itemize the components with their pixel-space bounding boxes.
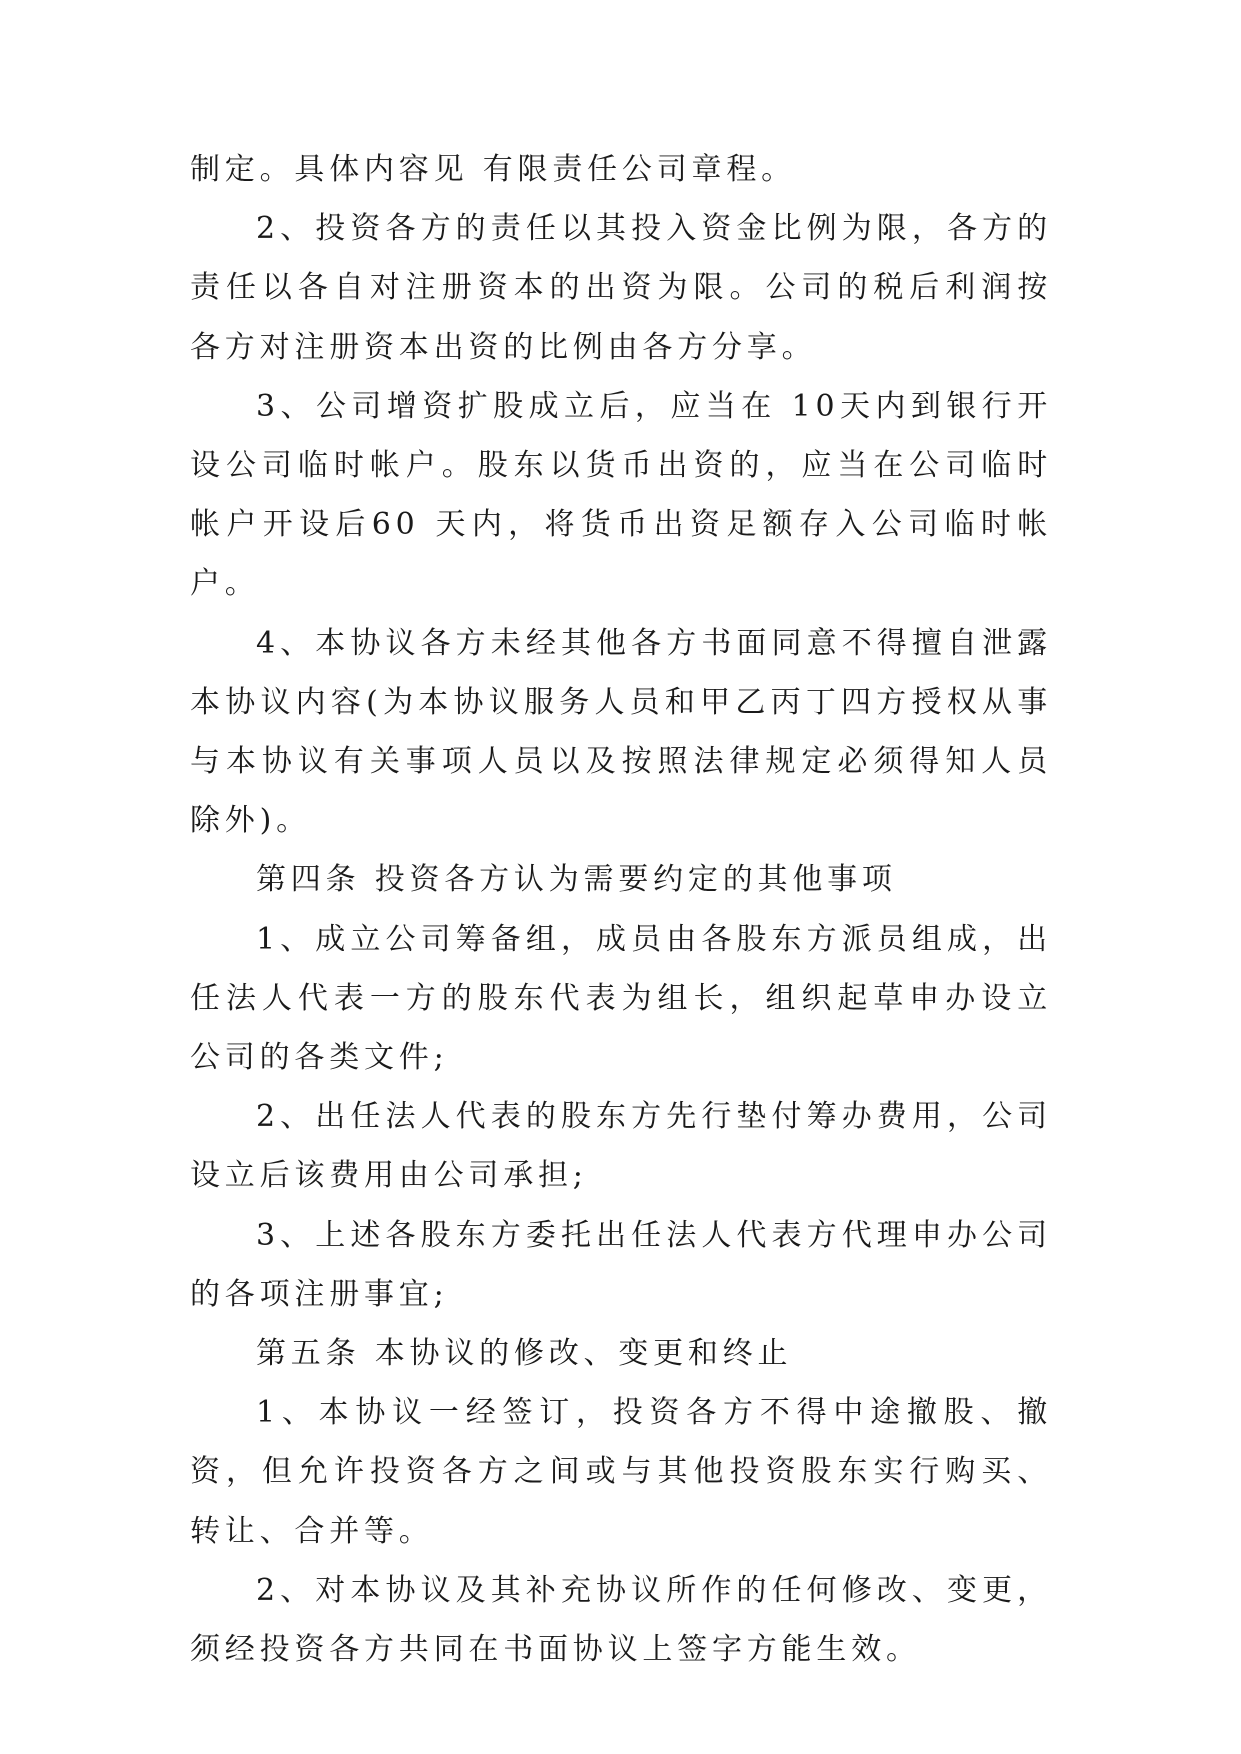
paragraph-clause-4-2: 2、出任法人代表的股东方先行垫付筹办费用，公司设立后该费用由公司承担;	[190, 1099, 1052, 1194]
paragraph-clause-3-4: 4、本协议各方未经其他各方书面同意不得擅自泄露本协议内容(为本协议服务人员和甲乙丙丁四方授权从事与本协议有关事项人员以及按照法律规定必须得知人员除外)。	[190, 625, 1052, 839]
section-heading-article-5: 第五条 本协议的修改、变更和终止	[256, 1336, 793, 1372]
paragraph-clause-3-2: 2、投资各方的责任以其投入资金比例为限，各方的责任以各自对注册资本的出资为限。公司的税后利润按各方对注册资本出资的比例由各方分享。	[190, 211, 1052, 365]
paragraph-clause-5-2: 2、对本协议及其补充协议所作的任何修改、变更，须经投资各方共同在书面协议上签字方能生效。	[190, 1572, 1052, 1668]
section-heading-article-4: 第四条 投资各方认为需要约定的其他事项	[256, 862, 897, 898]
paragraph-clause-4-1: 1、成立公司筹备组，成员由各股东方派员组成，出任法人代表一方的股东代表为组长，组织起草申办设立公司的各类文件;	[190, 921, 1052, 1076]
paragraph-continuation: 制定。具体内容见 有限责任公司章程。	[190, 152, 796, 187]
paragraph-clause-4-3: 3、上述各股东方委托出任法人代表方代理申办公司的各项注册事宜;	[190, 1217, 1052, 1312]
paragraph-clause-5-1: 1、本协议一经签订，投资各方不得中途撤股、撤资，但允许投资各方之间或与其他投资股东实行购买、转让、合并等。	[190, 1395, 1052, 1549]
document-page	[190, 140, 1052, 1679]
paragraph-clause-3-3: 3、公司增资扩股成立后，应当在 10天内到银行开设公司临时帐户。股东以货币出资的，应当在公司临时帐户开设后60 天内，将货币出资足额存入公司临时帐户。	[190, 388, 1052, 602]
